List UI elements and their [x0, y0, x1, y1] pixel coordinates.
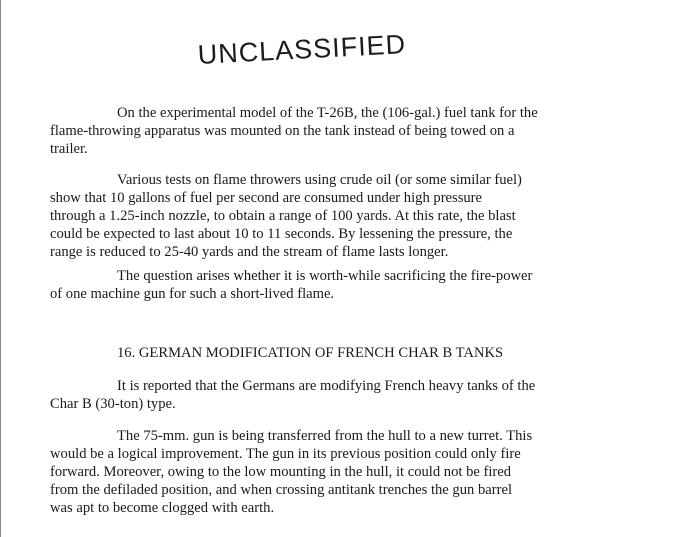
paragraph-line: Char B (30-ton) type.	[50, 396, 176, 412]
paragraph-line: trailer.	[50, 141, 88, 157]
paragraph-line: The question arises whether it is worth-while sacrificing the fire-power	[117, 268, 533, 284]
paragraph-line: from the defiladed position, and when crossing antitank trenches the gun barrel	[50, 482, 512, 498]
paragraph-line: was apt to become clogged with earth.	[50, 500, 275, 516]
paragraph-t26b-fuel-tank	[50, 104, 675, 158]
paragraph-line: It is reported that the Germans are modifying French heavy tanks of the	[117, 378, 536, 394]
paragraph-german-modification	[50, 377, 675, 413]
paragraph-line: of one machine gun for such a short-lived flame.	[50, 286, 335, 302]
paragraph-line: The 75-mm. gun is being transferred from the hull to a new turret. This	[117, 428, 533, 444]
paragraph-line: would be a logical improvement. The gun in its previous position could only fire	[50, 446, 521, 462]
paragraph-line: show that 10 gallons of fuel per second are consumed under high pressure	[50, 190, 483, 206]
paragraph-flame-thrower-tests	[50, 171, 675, 261]
paragraph-line: range is reduced to 25-40 yards and the stream of flame lasts longer.	[50, 244, 449, 260]
paragraph-line: flame-throwing apparatus was mounted on the tank instead of being towed on a	[50, 123, 515, 139]
paragraph-fire-power-question	[50, 267, 675, 303]
paragraph-line: could be expected to last about 10 to 11 seconds. By lessening the pressure, the	[50, 226, 513, 242]
paragraph-line: Various tests on flame throwers using crude oil (or some similar fuel)	[117, 172, 522, 188]
paragraph-line: On the experimental model of the T-26B, the (106-gal.) fuel tank for the	[117, 105, 538, 121]
paragraph-line: through a 1.25-inch nozzle, to obtain a range of 100 yards. At this rate, the blast	[50, 208, 516, 224]
paragraph-line: forward. Moreover, owing to the low mounting in the hull, it could not be fired	[50, 464, 512, 480]
paragraph-75mm-gun	[50, 427, 675, 517]
section-heading: 16. GERMAN MODIFICATION OF FRENCH CHAR B TANKS	[117, 345, 504, 361]
unclassified-stamp: UNCLASSIFIED	[197, 29, 407, 70]
